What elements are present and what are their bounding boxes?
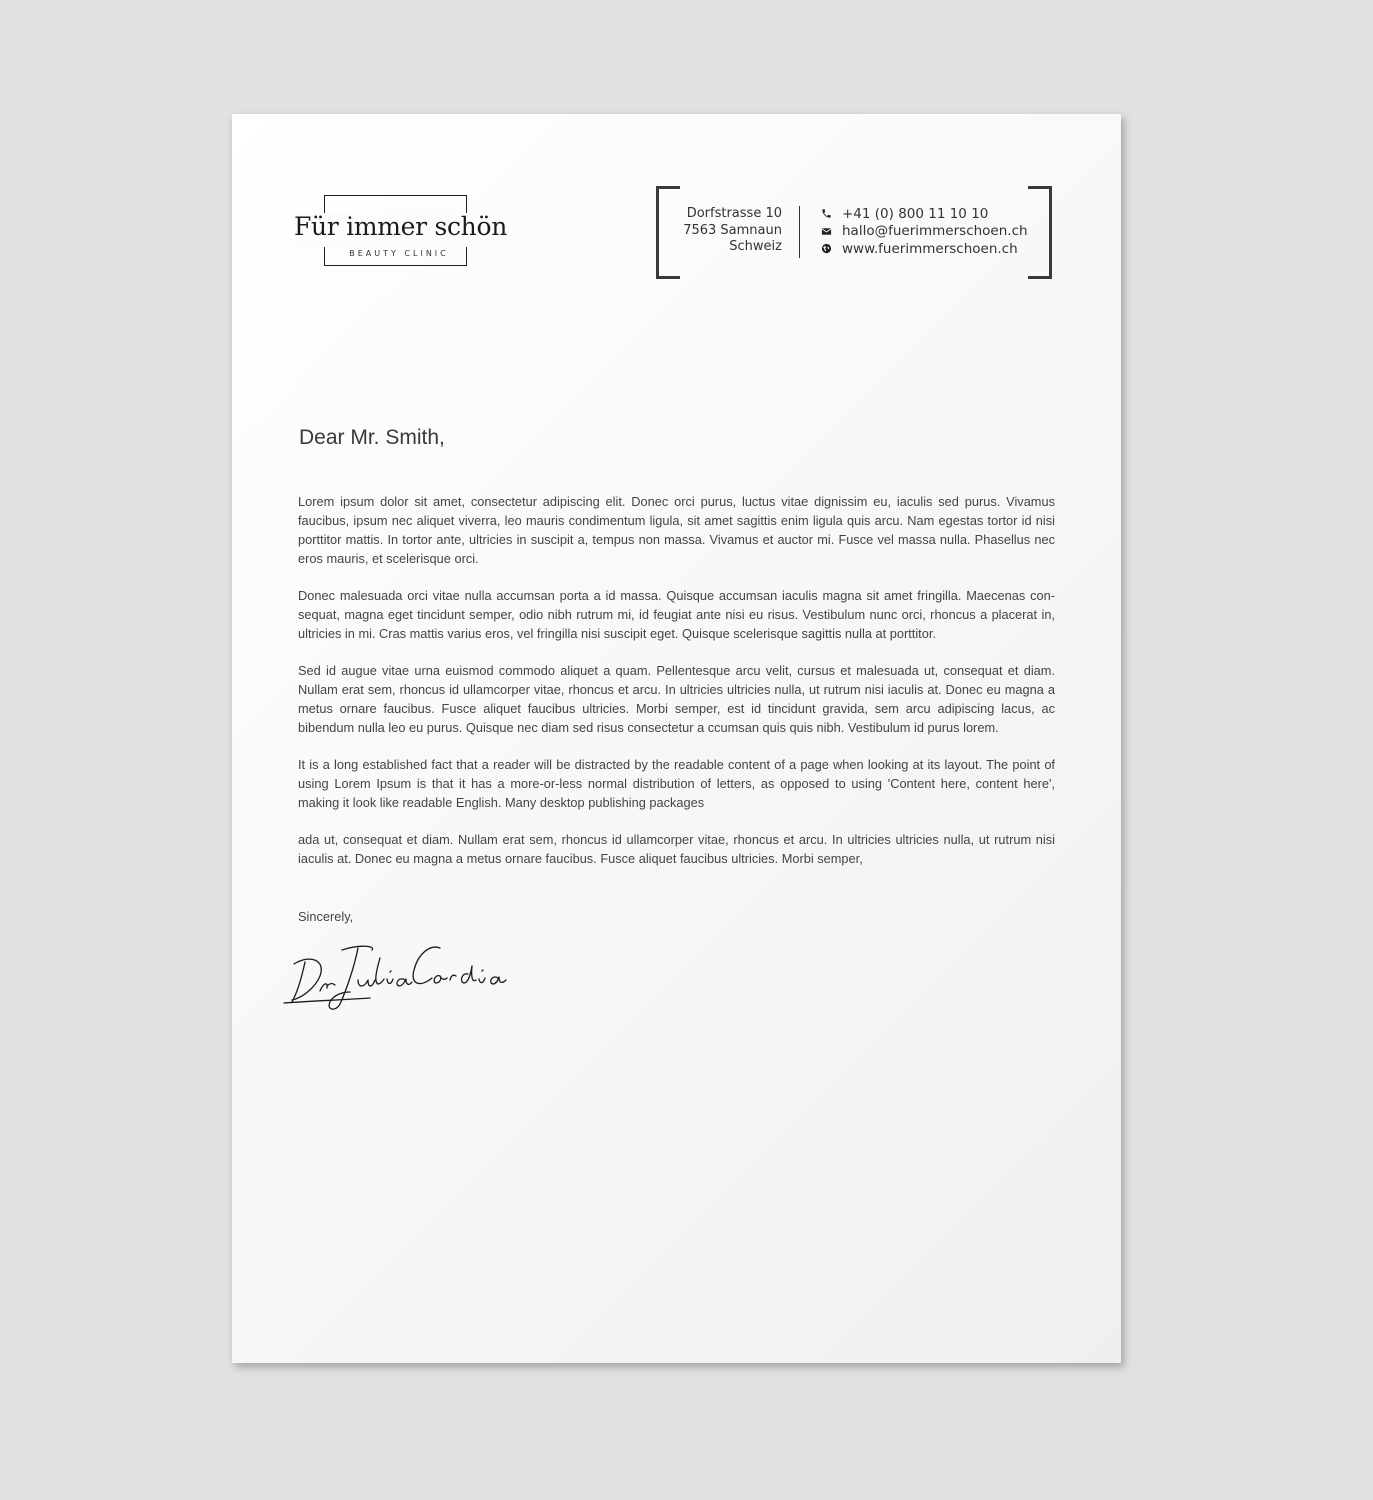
contact-block xyxy=(656,186,1052,279)
right-bracket xyxy=(1028,186,1052,279)
paragraph: It is a long established fact that a reader will be distracted by the readable content of a page when looking at its layout. The point of using Lorem Ipsum is that it has a more-or-less normal distribution of letters, as opposed to using 'Content here, content here', making it look like readable English. Many desktop publishing packages xyxy=(298,757,1055,810)
address-city: 7563 Samnaun xyxy=(683,222,782,238)
left-bracket xyxy=(656,186,680,279)
contact-list xyxy=(820,205,1028,258)
letter-body xyxy=(298,492,1055,886)
phone-icon xyxy=(820,208,832,220)
web-text: www.fuerimmerschoen.ch xyxy=(842,240,1018,257)
contact-web xyxy=(820,240,1028,258)
closing: Sincerely, xyxy=(298,909,354,924)
address-country: Schweiz xyxy=(729,239,782,254)
email-icon xyxy=(820,225,832,237)
paragraph: Donec malesuada orci vitae nulla accumsan porta a id massa. Quisque accumsan iaculis magna sit amet fringilla. Maecenas con-sequat, magna eget tincidunt semper, odio nibh rutrum mi, id feugiat ante nisi eu risus. Vestibulum nunc orci, rhoncus a placerat in, ultricies in mi. Cras mattis varius eros, vel fringilla nisi suscipit eget. Quisque scelerisque sagittis nulla at porttitor. xyxy=(298,588,1055,641)
address-street: Dorfstrasse 10 xyxy=(686,206,782,221)
phone-text: +41 (0) 800 11 10 10 xyxy=(842,205,989,222)
signature-image xyxy=(280,936,520,1016)
globe-icon xyxy=(820,243,832,255)
letter-sheet xyxy=(232,114,1121,1363)
logo-name: Für immer schön xyxy=(294,212,508,241)
divider xyxy=(799,206,800,258)
contact-phone xyxy=(820,205,1028,223)
clinic-logo xyxy=(294,195,508,269)
salutation: Dear Mr. Smith, xyxy=(299,426,445,449)
email-text: hallo@fuerimmerschoen.ch xyxy=(842,223,1028,240)
paragraph: Sed id augue vitae urna euismod commodo aliquet a quam. Pellentesque arcu velit, cursus et malesuada ut, consequat et diam. Nullam erat sem, rhoncus id ullamcorper vitae, rhoncus et arcu. In ultricies ultricies nulla, ut rutrum nisi iaculis at. Donec eu magna a metus ornare faucibus. Fusce aliquet faucibus ultricies. Morbi semper, est id tincidunt gravida, sem arcu adipiscing lacus, ac bibendum nulla leo eu purus. Quisque nec diam sed risus consectetur a ccumsan quis quis nibh. Vestibulum id purus lorem. xyxy=(298,663,1055,735)
paragraph: Lorem ipsum dolor sit amet, consectetur adipiscing elit. Donec orci purus, luctus vitae dignissim eu, iaculis sed purus. Vivamus faucibus, ipsum nec aliquet viverra, leo mauris condimentum ligula, sit amet sagittis enim ligula quis arcu. Nam egestas tortor id nisi porttitor mattis. In tortor ante, ultricies in suscipit a, tempus non massa. Vivamus et auctor mi. Fusce vel massa nulla. Phasellus nec eros mauris, et scelerisque orci. xyxy=(298,494,1055,566)
logo-tagline: BEAUTY CLINIC xyxy=(349,249,449,258)
paragraph: ada ut, consequat et diam. Nullam erat sem, rhoncus id ullamcorper vitae, rhoncus et arcu. In ultricies ultricies nulla, ut rutrum nisi iaculis at. Donec eu magna a metus ornare faucibus. Fusce aliquet faucibus ultricies. Morbi semper, xyxy=(298,832,1055,866)
address xyxy=(683,206,782,256)
contact-email xyxy=(820,223,1028,241)
